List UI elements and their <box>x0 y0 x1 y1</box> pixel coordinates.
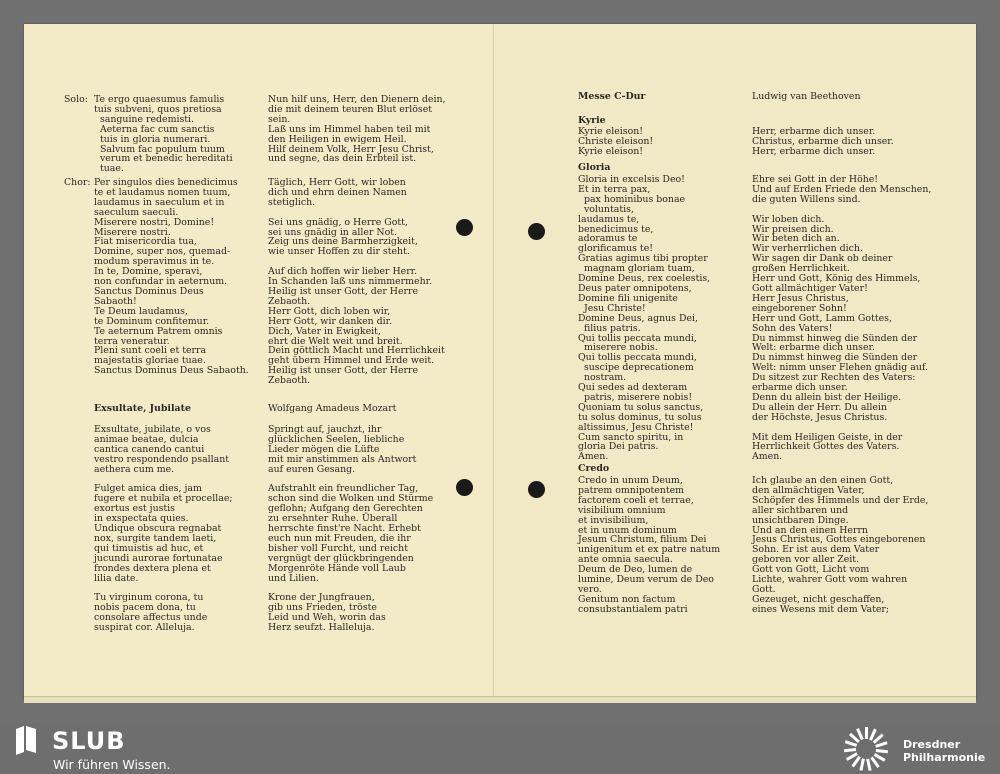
punch-hole <box>456 219 473 236</box>
slub-name: SLUB <box>52 727 126 755</box>
credo-heading: Credo <box>578 463 610 474</box>
gloria-heading: Gloria <box>578 162 611 173</box>
philharmonie-line1: Dresdner <box>903 738 961 751</box>
slub-tagline: Wir führen Wissen. <box>53 757 171 772</box>
chor-label: Chor: <box>64 177 91 188</box>
exsultate-german-text: Springt auf, jauchzt, ihr glücklichen Seelen, liebliche Lieder mögen die Lüfte mit mir anstimmen als Antwort auf euren Gesang. Aufstrahlt ein freundlicher Tag, schon sind die Wolken und Stürme geflohn; Aufgang den Gerechten zu ersehnter Ruhe. Überall herrschte finst're Nacht. Erhebt euch nun mit Freuden, die ihr bisher voll Furcht, und reicht vergnügt der glückbringenden Morgenröte Hände voll Laub und Lilien. Krone der Jungfrauen, gib uns Frieden, tröste Leid und Weh, worin das Herz seufzt. Halleluja. <box>268 424 434 634</box>
solo-label: Solo: <box>64 94 88 105</box>
credo-german-text: Ich glaube an den einen Gott, den allmächtigen Vater, Schöpfer des Himmels und der Erde, aller sichtbaren und unsichtbaren Dinge. Und an den einen Herrn Jesus Christus, Gottes eingeborenen Sohn. Er ist aus dem Vater geboren vor aller Zeit. Gott von Gott, Licht vom Lichte, wahrer Gott vom wahren Gott. Gezeuget, nicht geschaffen, eines Wesens mit dem Vater; <box>752 475 929 615</box>
page-edge <box>24 696 976 703</box>
mass-composer: Ludwig van Beethoven <box>752 91 861 102</box>
punch-hole <box>528 481 545 498</box>
exsultate-latin-text: Exsultate, jubilate, o vos animae beatae, dulcia cantica canendo cantui vestro respondendo psallant aethera cum me. Fulget amica dies, jam fugere et nubila et procellae; exortus est justis in exspectata quies. Undique obscura regnabat nox, surgite tandem laeti, qui timuistis ad huc, et jucundi aurorae fortunatae frondes dextera plena et lilia date. Tu virginum corona, tu nobis pacem dona, tu consolare affectus unde suspirat cor. Alleluja. <box>94 424 233 634</box>
kyrie-heading: Kyrie <box>578 115 606 126</box>
chor-german-text: Täglich, Herr Gott, wir loben dich und ehrn deinen Namen stetiglich. Sei uns gnädig, o Herre Gott, sei uns gnädig in aller Not. Zeig uns deine Barmherzigkeit, wie unser Hoffen zu dir steht. Auf dich hoffen wir lieber Herr. In Schanden laß uns nimmermehr. Heilig ist unser Gott, der Herre Zebaoth. Herr Gott, dich loben wir, Herr Gott, wir danken dir. Dich, Vater in Ewigkeit, ehrt die Welt weit und breit. Dein göttlich Macht und Herrlichkeit geht übern Himmel und Erde weit. Heilig ist unser Gott, der Herre Zebaoth. <box>268 177 445 387</box>
punch-hole <box>456 479 473 496</box>
mass-title: Messe C-Dur <box>578 91 646 102</box>
punch-hole <box>528 223 545 240</box>
kyrie-latin-text: Kyrie eleison! Christe eleison! Kyrie eleison! <box>578 126 654 157</box>
philharmonie-name <box>903 738 985 764</box>
slub-logo-icon <box>12 726 40 756</box>
philharmonie-logo-icon <box>840 726 892 772</box>
gloria-german-text: Ehre sei Gott in der Höhe! Und auf Erden Friede den Menschen, die guten Willens sind. Wir loben dich. Wir preisen dich. Wir beten dich an. Wir verherrlichen dich. Wir sagen dir Dank ob deiner großen Herrlichkeit. Herr und Gott, König des Himmels, Gott allmächtiger Vater! Herr Jesus Christus, eingeborener Sohn! Herr und Gott, Lamm Gottes, Sohn des Vaters! Du nimmst hinweg die Sünden der Welt: erbarme dich unser. Du nimmst hinweg die Sünden der Welt: nimm unser Flehen gnädig auf. Du sitzest zur Rechten des Vaters: erbarme dich unser. Denn du allein bist der Heilige. Du allein der Herr. Du allein der Höchste, Jesus Christus. Mit dem Heiligen Geiste, in der Herrlichkeit Gottes des Vaters. Amen. <box>752 174 932 463</box>
solo-latin-text: Te ergo quaesumus famulis tuis subveni, quos pretiosa sanguine redemisti. Aeterna fac cum sanctis tuis in gloria numerari. Salvum fac populum tuum verum et benedic hereditati tuae. <box>94 94 233 175</box>
chor-latin-text: Per singulos dies benedicimus te et laudamus nomen tuum, laudamus in saeculum et in saeculum saeculi. Miserere nostri, Domine! Miserere nostri. Fiat misericordia tua, Domine, super nos, quemad- modum speravimus in te. In te, Domine, speravi, non confundar in aeternum. Sanctus Dominus Deus Sabaoth! Te Deum laudamus, te Dominum confitemur. Te aeternum Patrem omnis terra veneratur. Pleni sunt coeli et terra majestatis gloriae tuae. Sanctus Dominus Deus Sabaoth. <box>94 177 249 377</box>
credo-latin-text: Credo in unum Deum, patrem omnipotentem factorem coeli et terrae, visibilium omnium et invisibilium, et in unum dominum Jesum Christum, filium Dei unigenitum et ex patre natum ante omnia saecula. Deum de Deo, lumen de lumine, Deum verum de Deo vero. Genitum non factum consubstantialem patri <box>578 475 721 615</box>
exsultate-composer: Wolfgang Amadeus Mozart <box>268 403 397 414</box>
kyrie-german-text: Herr, erbarme dich unser. Christus, erbarme dich unser. Herr, erbarme dich unser. <box>752 126 894 157</box>
gloria-latin-text: Gloria in excelsis Deo! Et in terra pax, pax hominibus bonae voluntatis, laudamus te, benedicimus te, adoramus te glorificamus te! Gratias agimus tibi propter magnam gloriam tuam, Domine Deus, rex coelestis, Deus pater omnipotens, Domine fili unigenite Jesu Christe! Domine Deus, agnus Dei, filius patris. Qui tollis peccata mundi, miserere nobis. Qui tollis peccata mundi, suscipe deprecationem nostram. Qui sedes ad dexteram patris, miserere nobis! Quoniam tu solus sanctus, tu solus dominus, tu solus altissimus, Jesu Christe! Cum sancto spiritu, in gloria Dei patris. Amen. <box>578 174 711 463</box>
solo-german-text: Nun hilf uns, Herr, den Dienern dein, die mit deinem teuren Blut erlöset sein. Laß uns im Himmel haben teil mit den Heiligen in ewigem Heil. Hilf deinem Volk, Herr Jesu Christ, und segne, das dein Erbteil ist. <box>268 94 446 165</box>
exsultate-title: Exsultate, Jubilate <box>94 403 191 414</box>
philharmonie-line2: Philharmonie <box>903 751 986 764</box>
